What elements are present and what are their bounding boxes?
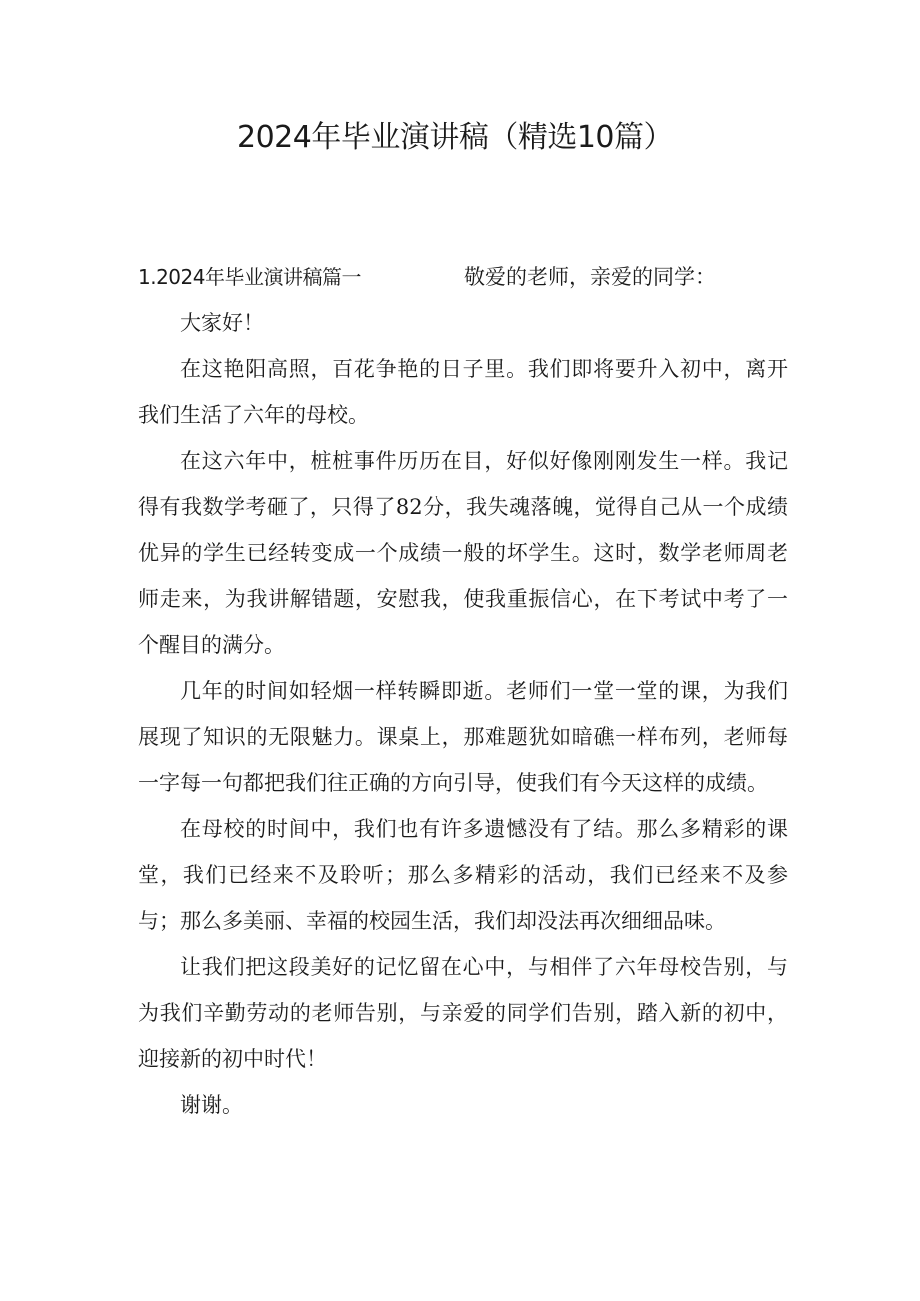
document-body [138, 254, 788, 1128]
section-heading: 1.2024年毕业演讲稿篇一 [138, 265, 361, 289]
document-title: 2024年毕业演讲稿（精选10篇） [236, 120, 674, 155]
paragraph-greeting: 大家好！ [180, 311, 264, 335]
section-header-line [138, 254, 788, 300]
paragraph: 在这艳阳高照，百花争艳的日子里。我们即将要升入初中，离开我们生活了六年的母校。 [138, 357, 788, 427]
paragraph: 在这六年中，桩桩事件历历在目，好似好像刚刚发生一样。我记得有我数学考砸了，只得了82分，我失魂落魄，觉得自己从一个成绩优异的学生已经转变成一个成绩一般的坏学生。这时，数学老师周老师走来，为我讲解错题，安慰我，使我重振信心，在下考试中考了一个醒目的满分。 [138, 449, 788, 657]
paragraph: 几年的时间如轻烟一样转瞬即逝。老师们一堂一堂的课，为我们展现了知识的无限魅力。课桌上，那难题犹如暗礁一样布列，老师每一字每一句都把我们往正确的方向引导，使我们有今天这样的成绩。 [138, 679, 788, 795]
paragraph-closing: 谢谢。 [180, 1093, 243, 1117]
salutation: 敬爱的老师，亲爱的同学： [464, 265, 716, 289]
paragraph: 在母校的时间中，我们也有许多遗憾没有了结。那么多精彩的课堂，我们已经来不及聆听；那么多精彩的活动，我们已经来不及参与；那么多美丽、幸福的校园生活，我们却没法再次细细品味。 [138, 817, 788, 933]
paragraph: 让我们把这段美好的记忆留在心中，与相伴了六年母校告别，与为我们辛勤劳动的老师告别，与亲爱的同学们告别，踏入新的初中，迎接新的初中时代！ [138, 955, 788, 1071]
